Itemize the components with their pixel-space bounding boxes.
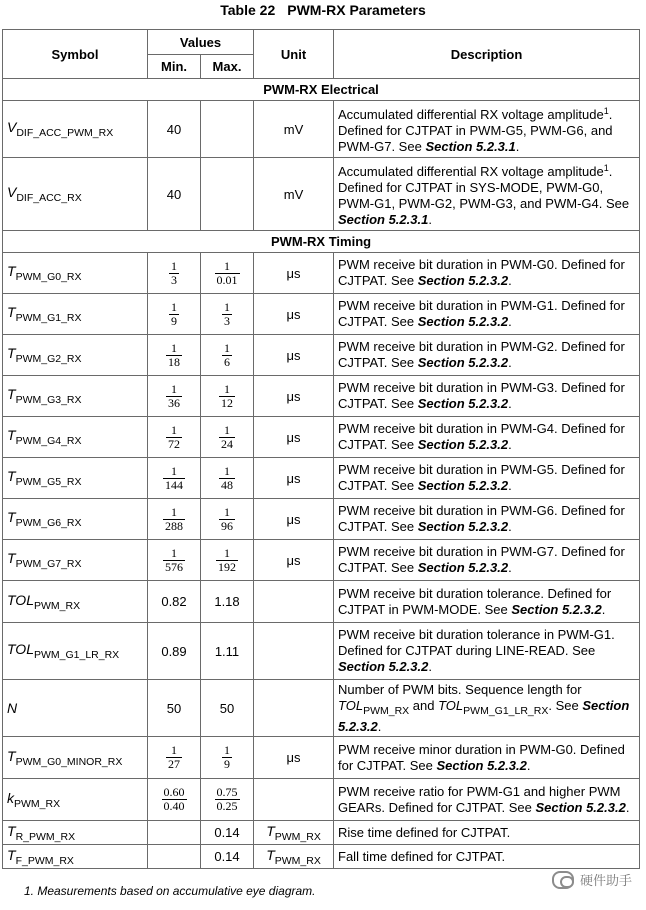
min-value: 40 xyxy=(148,158,201,231)
description: PWM receive bit duration in PWM-G5. Defined for CJTPAT. See Section 5.2.3.2. xyxy=(334,458,640,499)
min-value: $\frac{1}{3}$ xyxy=(148,253,201,294)
unit: μs xyxy=(254,335,334,376)
description: Number of PWM bits. Sequence length for $TOL_{PWM\_RX}$ and $TOL_{PWM\_G1\_LR\_RX}$. See Section 5.2.3.2. xyxy=(334,680,640,737)
description: PWM receive minor duration in PWM-G0. Defined for CJTPAT. See Section 5.2.3.2. xyxy=(334,737,640,779)
symbol: T xyxy=(7,386,16,402)
unit: mV xyxy=(254,158,334,231)
table-title xyxy=(0,2,646,22)
symbol: T xyxy=(7,427,16,443)
max-value: 0.14 xyxy=(201,821,254,845)
table-row: $TOL_{PWM\_RX}$ 0.82 1.18 PWM receive bit duration tolerance. Defined for CJTPAT in PWM-MODE. See Section 5.2.3.2. xyxy=(3,581,640,623)
unit: μs xyxy=(254,376,334,417)
table-row: $k_{PWM\_RX}$ $\frac{0.60}{0.40}$ $\frac{0.75}{0.25}$ PWM receive ratio for PWM-G1 and higher PWM GEARs. Defined for CJTPAT. See Section 5.2.3.2. xyxy=(3,779,640,821)
max-value: 1.18 xyxy=(201,581,254,623)
symbol: T xyxy=(7,550,16,566)
description: Accumulated differential RX voltage amplitude$^1$. Defined for CJTPAT in SYS-MODE, PWM-G0, PWM-G1, PWM-G2, PWM-G3, and PWM-G4. See Section 5.2.3.1. xyxy=(334,158,640,231)
min-value: $\frac{0.60}{0.40}$ xyxy=(148,779,201,821)
max-value xyxy=(201,158,254,231)
table-row: $T_{R\_PWM\_RX}$ 0.14 $T_{PWM\_RX}$ Rise time defined for CJTPAT. xyxy=(3,821,640,845)
max-value: $\frac{1}{24}$ xyxy=(201,417,254,458)
unit: μs xyxy=(254,417,334,458)
wechat-logo-icon xyxy=(552,871,574,889)
symbol: N xyxy=(7,700,18,716)
max-value: 1.11 xyxy=(201,623,254,680)
table-row: $T_{PWM\_G0\_RX}$ $\frac{1}{3}$ $\frac{1}{0.01}$ μs PWM receive bit duration in PWM-G0. Defined for CJTPAT. See Section 5.2.3.2. xyxy=(3,253,640,294)
unit: $T_{PWM\_RX}$ xyxy=(254,821,334,845)
table-row: $T_{PWM\_G5\_RX}$ $\frac{1}{144}$ $\frac{1}{48}$ μs PWM receive bit duration in PWM-G5. Defined for CJTPAT. See Section 5.2.3.2. xyxy=(3,458,640,499)
unit: μs xyxy=(254,737,334,779)
table-row xyxy=(3,680,640,737)
table-row: $T_{PWM\_G3\_RX}$ $\frac{1}{36}$ $\frac{1}{12}$ μs PWM receive bit duration in PWM-G3. Defined for CJTPAT. See Section 5.2.3.2. xyxy=(3,376,640,417)
description: PWM receive bit duration tolerance in PWM-G1. Defined for CJTPAT during LINE-READ. See Section 5.2.3.2. xyxy=(334,623,640,680)
symbol: V xyxy=(7,184,17,200)
section-timing: PWM-RX Timing xyxy=(3,231,640,253)
unit xyxy=(254,680,334,737)
table-number: Table 22 xyxy=(220,2,276,18)
unit: $T_{PWM\_RX}$ xyxy=(254,845,334,869)
max-value: $\frac{1}{12}$ xyxy=(201,376,254,417)
table-row: $T_{PWM\_G6\_RX}$ $\frac{1}{288}$ $\frac{1}{96}$ μs PWM receive bit duration in PWM-G6. Defined for CJTPAT. See Section 5.2.3.2. xyxy=(3,499,640,540)
table-row: $T_{F\_PWM\_RX}$ 0.14 $T_{PWM\_RX}$ Fall time defined for CJTPAT. xyxy=(3,845,640,869)
min-value: $\frac{1}{27}$ xyxy=(148,737,201,779)
unit xyxy=(254,581,334,623)
header-max: Max. xyxy=(201,55,254,79)
min-value: $\frac{1}{576}$ xyxy=(148,540,201,581)
max-value: 0.14 xyxy=(201,845,254,869)
min-value: $\frac{1}{9}$ xyxy=(148,294,201,335)
pwm-rx-parameters-table xyxy=(2,29,640,869)
description: PWM receive bit duration in PWM-G1. Defined for CJTPAT. See Section 5.2.3.2. xyxy=(334,294,640,335)
min-value: $\frac{1}{18}$ xyxy=(148,335,201,376)
unit: μs xyxy=(254,294,334,335)
unit xyxy=(254,623,334,680)
header-symbol: Symbol xyxy=(3,30,148,79)
min-value xyxy=(148,845,201,869)
max-value: $\frac{1}{96}$ xyxy=(201,499,254,540)
header-min: Min. xyxy=(148,55,201,79)
table-row: $T_{PWM\_G7\_RX}$ $\frac{1}{576}$ $\frac{1}{192}$ μs PWM receive bit duration in PWM-G7. Defined for CJTPAT. See Section 5.2.3.2. xyxy=(3,540,640,581)
symbol: TOL xyxy=(7,591,34,608)
max-value xyxy=(201,101,254,158)
min-value: $\frac{1}{36}$ xyxy=(148,376,201,417)
description: PWM receive bit duration in PWM-G6. Defined for CJTPAT. See Section 5.2.3.2. xyxy=(334,499,640,540)
min-value: 40 xyxy=(148,101,201,158)
unit: μs xyxy=(254,253,334,294)
watermark-text: 硬件助手 xyxy=(579,873,632,888)
symbol: T xyxy=(7,468,16,484)
min-value: $\frac{1}{288}$ xyxy=(148,499,201,540)
max-value: $\frac{1}{3}$ xyxy=(201,294,254,335)
min-value: $\frac{1}{144}$ xyxy=(148,458,201,499)
table-row: $V_{DIF\_ACC\_PWM\_RX}$ 40 mV Accumulated differential RX voltage amplitude$^1$. Defined for CJTPAT in PWM-G5, PWM-G6, and PWM-G7. See Section 5.2.3.1. xyxy=(3,101,640,158)
symbol: T xyxy=(7,509,16,525)
watermark xyxy=(552,870,632,889)
max-value: $\frac{1}{6}$ xyxy=(201,335,254,376)
min-value: 0.82 xyxy=(148,581,201,623)
description: PWM receive bit duration in PWM-G0. Defined for CJTPAT. See Section 5.2.3.2. xyxy=(334,253,640,294)
description: Rise time defined for CJTPAT. xyxy=(334,821,640,845)
table-row: $T_{PWM\_G1\_RX}$ $\frac{1}{9}$ $\frac{1}{3}$ μs PWM receive bit duration in PWM-G1. Defined for CJTPAT. See Section 5.2.3.2. xyxy=(3,294,640,335)
table-title-text: PWM-RX Parameters xyxy=(287,2,426,18)
symbol: T xyxy=(7,345,16,361)
symbol: V xyxy=(7,119,17,135)
description: PWM receive bit duration in PWM-G4. Defined for CJTPAT. See Section 5.2.3.2. xyxy=(334,417,640,458)
table-row: $T_{PWM\_G0\_MINOR\_RX}$ $\frac{1}{27}$ $\frac{1}{9}$ μs PWM receive minor duration in PWM-G0. Defined for CJTPAT. See Section 5.2.3.2. xyxy=(3,737,640,779)
symbol: T xyxy=(7,304,16,320)
description: PWM receive bit duration in PWM-G2. Defined for CJTPAT. See Section 5.2.3.2. xyxy=(334,335,640,376)
symbol: T xyxy=(7,822,16,839)
symbol: TOL xyxy=(7,641,34,657)
description: PWM receive bit duration in PWM-G7. Defined for CJTPAT. See Section 5.2.3.2. xyxy=(334,540,640,581)
symbol: T xyxy=(7,263,16,279)
min-value: $\frac{1}{72}$ xyxy=(148,417,201,458)
max-value: $\frac{1}{0.01}$ xyxy=(201,253,254,294)
footnote: 1. Measurements based on accumulative eye diagram. xyxy=(24,884,316,898)
header-unit: Unit xyxy=(254,30,334,79)
header-description: Description xyxy=(334,30,640,79)
max-value: 50 xyxy=(201,680,254,737)
max-value: $\frac{0.75}{0.25}$ xyxy=(201,779,254,821)
section-electrical: PWM-RX Electrical xyxy=(3,79,640,101)
unit: μs xyxy=(254,458,334,499)
unit: μs xyxy=(254,540,334,581)
unit: mV xyxy=(254,101,334,158)
min-value: 0.89 xyxy=(148,623,201,680)
description: PWM receive bit duration in PWM-G3. Defined for CJTPAT. See Section 5.2.3.2. xyxy=(334,376,640,417)
max-value: $\frac{1}{9}$ xyxy=(201,737,254,779)
unit: μs xyxy=(254,499,334,540)
header-values: Values xyxy=(148,30,254,55)
symbol: k xyxy=(7,789,14,806)
min-value xyxy=(148,821,201,845)
min-value: 50 xyxy=(148,680,201,737)
symbol: T xyxy=(7,747,16,764)
table-row: $V_{DIF\_ACC\_RX}$ 40 mV Accumulated differential RX voltage amplitude$^1$. Defined for CJTPAT in SYS-MODE, PWM-G0, PWM-G1, PWM-G2, PWM-G3, and PWM-G4. See Section 5.2.3.1. xyxy=(3,158,640,231)
description: PWM receive ratio for PWM-G1 and higher PWM GEARs. Defined for CJTPAT. See Section 5.2.3.2. xyxy=(334,779,640,821)
description: Fall time defined for CJTPAT. xyxy=(334,845,640,869)
max-value: $\frac{1}{48}$ xyxy=(201,458,254,499)
symbol: T xyxy=(7,846,16,863)
description: Accumulated differential RX voltage amplitude$^1$. Defined for CJTPAT in PWM-G5, PWM-G6, and PWM-G7. See Section 5.2.3.1. xyxy=(334,101,640,158)
table-row: $T_{PWM\_G4\_RX}$ $\frac{1}{72}$ $\frac{1}{24}$ μs PWM receive bit duration in PWM-G4. Defined for CJTPAT. See Section 5.2.3.2. xyxy=(3,417,640,458)
description: PWM receive bit duration tolerance. Defined for CJTPAT in PWM-MODE. See Section 5.2.3.2. xyxy=(334,581,640,623)
max-value: $\frac{1}{192}$ xyxy=(201,540,254,581)
table-row: $TOL_{PWM\_G1\_LR\_RX}$ 0.89 1.11 PWM receive bit duration tolerance in PWM-G1. Defined for CJTPAT during LINE-READ. See Section 5.2.3.2. xyxy=(3,623,640,680)
unit xyxy=(254,779,334,821)
table-row: $T_{PWM\_G2\_RX}$ $\frac{1}{18}$ $\frac{1}{6}$ μs PWM receive bit duration in PWM-G2. Defined for CJTPAT. See Section 5.2.3.2. xyxy=(3,335,640,376)
